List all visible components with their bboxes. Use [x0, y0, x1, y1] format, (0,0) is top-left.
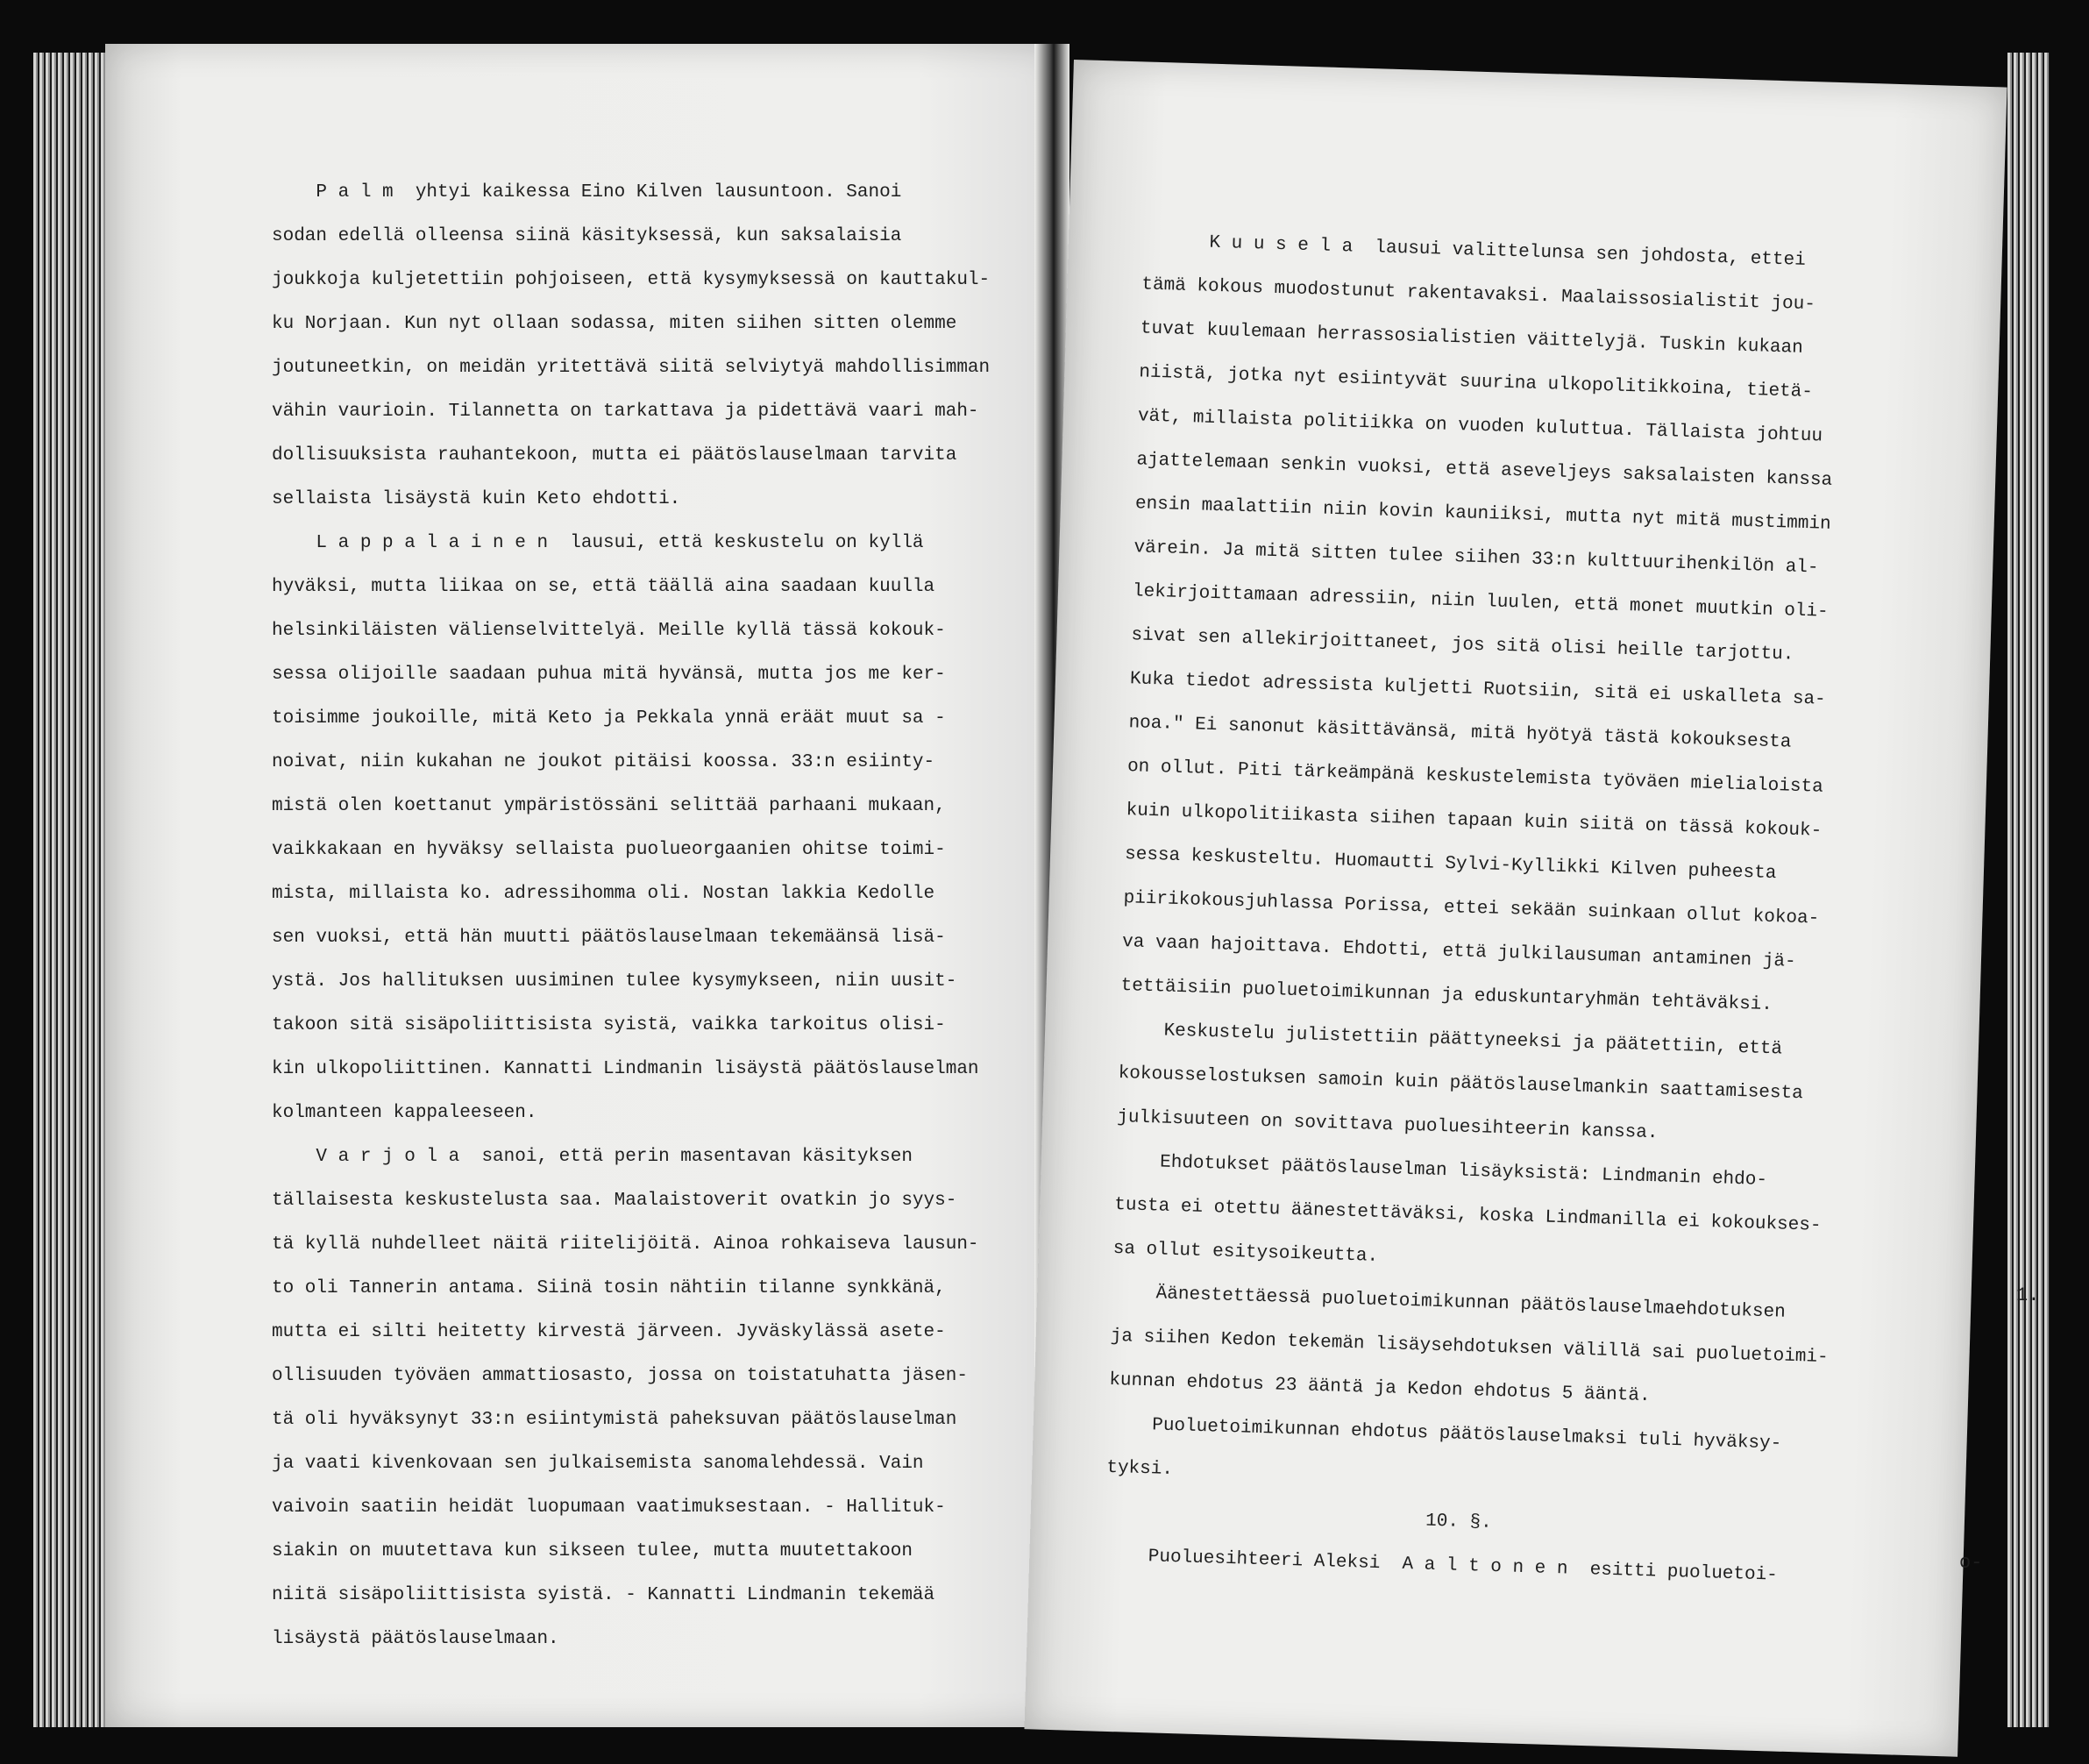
- text-line: helsinkiläisten välienselvittelyä. Meille kyllä tässä kokouk-: [272, 621, 946, 641]
- text-line: niitä sisäpoliittisista syistä. - Kannatti Lindmanin tekemää: [272, 1585, 935, 1605]
- text-line: P a l m yhtyi kaikessa Eino Kilven lausuntoon. Sanoi: [272, 182, 902, 203]
- text-line: on ollut. Piti tärkeämpänä keskustelemista työväen mielialoista: [1126, 757, 1824, 798]
- text-line: L a p p a l a i n e n lausui, että keskustelu on kyllä: [272, 533, 924, 553]
- text-line: Puoluetoimikunnan ehdotus päätöslauselmaksi tuli hyväksy-: [1107, 1413, 1782, 1455]
- text-line: noa." Ei sanonut käsittävänsä, mitä hyötyä tästä kokouksesta: [1128, 713, 1792, 753]
- text-line: 10. §.: [1105, 1501, 1493, 1533]
- right-page: [1024, 60, 2007, 1757]
- text-line: sa ollut esitysoikeutta.: [1112, 1238, 1379, 1267]
- text-line: siakin on muutettava kun sikseen tulee, mutta muutettakoon: [272, 1541, 913, 1561]
- text-line: mistä olen koettanut ympäristössäni selittää parhaani mukaan,: [272, 796, 946, 816]
- text-line: vaikkakaan en hyväksy sellaista puolueorgaanien ohitse toimi-: [272, 840, 946, 860]
- left-page-text: [272, 171, 990, 1661]
- text-line: mista, millaista ko. adressihomma oli. Nostan lakkia Kedolle: [272, 884, 935, 904]
- text-line: sessa olijoille saadaan puhua mitä hyvänsä, mutta jos me ker-: [272, 665, 946, 685]
- text-line: tusta ei otettu äänestettäväksi, koska Lindmanilla ei kokoukses-: [1113, 1194, 1822, 1236]
- text-line: tä oli hyväksynyt 33:n esiintymistä paheksuvan päätöslauselman: [272, 1410, 957, 1430]
- margin-mark-b: o-: [1959, 1552, 1983, 1574]
- text-line: kolmanteen kappaleeseen.: [272, 1103, 537, 1123]
- text-line: tyksi.: [1106, 1457, 1174, 1481]
- text-line: tällaisesta keskustelusta saa. Maalaistoverit ovatkin jo syys-: [272, 1191, 957, 1211]
- text-line: ku Norjaan. Kun nyt ollaan sodassa, miten siihen sitten olemme: [272, 314, 957, 334]
- text-line: tuvat kuulemaan herrassosialistien väittelyjä. Tuskin kukaan: [1140, 318, 1804, 359]
- text-line: ajattelemaan senkin vuoksi, että aseveljeys saksalaisten kanssa: [1136, 450, 1833, 491]
- text-line: vät, millaista politiikka on vuoden kuluttua. Tällaista johtuu: [1137, 406, 1823, 447]
- text-line: lekirjoittamaan adressiin, niin luulen, että monet muutkin oli-: [1132, 581, 1829, 622]
- text-line: sivat sen allekirjoittaneet, jos sitä olisi heille tarjottu.: [1131, 625, 1794, 665]
- text-line: Ehdotukset päätöslauselman lisäyksistä: Lindmanin ehdo-: [1115, 1150, 1768, 1191]
- text-line: Äänestettäessä puoluetoimikunnan päätöslauselmaehdotuksen: [1111, 1282, 1787, 1323]
- text-line: ja siihen Kedon tekemän lisäysehdotuksen välillä sai puoluetoimi-: [1110, 1326, 1829, 1369]
- text-line: lisäystä päätöslauselmaan.: [272, 1629, 559, 1649]
- text-line: joukkoja kuljetettiin pohjoiseen, että kysymyksessä on kauttakul-: [272, 270, 991, 290]
- text-line: tämä kokous muodostunut rakentavaksi. Maalaissosialistit jou-: [1141, 274, 1816, 316]
- text-line: toisimme joukoille, mitä Keto ja Pekkala ynnä eräät muut sa -: [272, 708, 946, 729]
- text-line: kin ulkopoliittinen. Kannatti Lindmanin lisäystä päätöslauselman: [272, 1059, 979, 1079]
- text-line: tettäisiin puoluetoimikunnan ja eduskuntaryhmän tehtäväksi.: [1120, 976, 1773, 1016]
- text-line: kokousselostuksen samoin kuin päätöslauselmankin saattamisesta: [1118, 1063, 1804, 1105]
- left-page-edges: [33, 53, 105, 1727]
- text-line: ensin maalattiin niin kovin kauniiksi, mutta nyt mitä mustimmin: [1134, 494, 1831, 535]
- text-line: vähin vaurioin. Tilannetta on tarkattava ja pidettävä vaari mah-: [272, 402, 979, 422]
- text-line: värein. Ja mitä sitten tulee siihen 33:n kulttuurihenkilön al-: [1133, 537, 1819, 579]
- text-line: V a r j o l a sanoi, että perin masentavan käsityksen: [272, 1147, 913, 1167]
- text-line: va vaan hajoittava. Ehdotti, että julkilausuman antaminen jä-: [1121, 932, 1796, 972]
- left-page: [105, 44, 1061, 1727]
- text-line: noivat, niin kukahan ne joukot pitäisi koossa. 33:n esiinty-: [272, 752, 935, 772]
- text-line: tä kyllä nuhdelleet näitä riitelijöitä. Ainoa rohkaiseva lausun-: [272, 1234, 979, 1255]
- right-page-edges: [2007, 53, 2050, 1727]
- text-line: kuin ulkopolitiikasta siihen tapaan kuin siitä on tässä kokouk-: [1126, 800, 1823, 842]
- text-line: niistä, jotka nyt esiintyvät suurina ulkopolitikkoina, tietä-: [1139, 362, 1814, 403]
- text-line: dollisuuksista rauhantekoon, mutta ei päätöslauselmaan tarvita: [272, 445, 957, 466]
- text-line: ystä. Jos hallituksen uusiminen tulee kysymykseen, niin uusit-: [272, 971, 957, 992]
- text-line: takoon sitä sisäpoliittisista syistä, vaikka tarkoitus olisi-: [272, 1015, 946, 1035]
- text-line: ja vaati kivenkovaan sen julkaisemista sanomalehdessä. Vain: [272, 1454, 924, 1474]
- text-line: sen vuoksi, että hän muutti päätöslauselmaan tekemäänsä lisä-: [272, 928, 946, 948]
- text-line: mutta ei silti heitetty kirvestä järveen. Jyväskylässä asete-: [272, 1322, 946, 1342]
- text-line: piirikokousjuhlassa Porissa, ettei sekään suinkaan ollut kokoa-: [1123, 888, 1820, 929]
- text-line: Puoluesihteeri Aleksi A a l t o n e n esitti puoluetoi-: [1104, 1545, 1779, 1586]
- text-line: sodan edellä olleensa siinä käsityksessä, kun saksalaisia: [272, 226, 902, 246]
- text-line: Kuka tiedot adressista kuljetti Ruotsiin, sitä ei uskalleta sa-: [1129, 669, 1826, 710]
- text-line: K u u s e l a lausui valittelunsa sen johdosta, ettei: [1142, 231, 1807, 271]
- text-line: Keskustelu julistettiin päättyneeksi ja päätettiin, että: [1119, 1020, 1783, 1060]
- text-line: joutuneetkin, on meidän yritettävä siitä selviytyä mahdollisimman: [272, 358, 991, 378]
- text-line: sellaista lisäystä kuin Keto ehdotti.: [272, 489, 681, 509]
- right-page-text: [1104, 219, 1862, 1599]
- text-line: kunnan ehdotus 23 ääntä ja Kedon ehdotus 5 ääntä.: [1108, 1369, 1651, 1407]
- text-line: vaivoin saatiin heidät luopumaan vaatimuksestaan. - Hallituk-: [272, 1497, 946, 1518]
- text-line: hyväksi, mutta liikaa on se, että täällä aina saadaan kuulla: [272, 577, 935, 597]
- text-line: to oli Tannerin antama. Siinä tosin nähtiin tilanne synkkänä,: [272, 1278, 946, 1298]
- margin-mark-a: 1.: [2016, 1284, 2040, 1306]
- text-line: ollisuuden työväen ammattiosasto, jossa on toistatuhatta jäsen-: [272, 1366, 968, 1386]
- text-line: julkisuuteen on sovittava puoluesihteerin kanssa.: [1116, 1106, 1659, 1144]
- text-line: sessa keskusteltu. Huomautti Sylvi-Kyllikki Kilven puheesta: [1124, 844, 1777, 885]
